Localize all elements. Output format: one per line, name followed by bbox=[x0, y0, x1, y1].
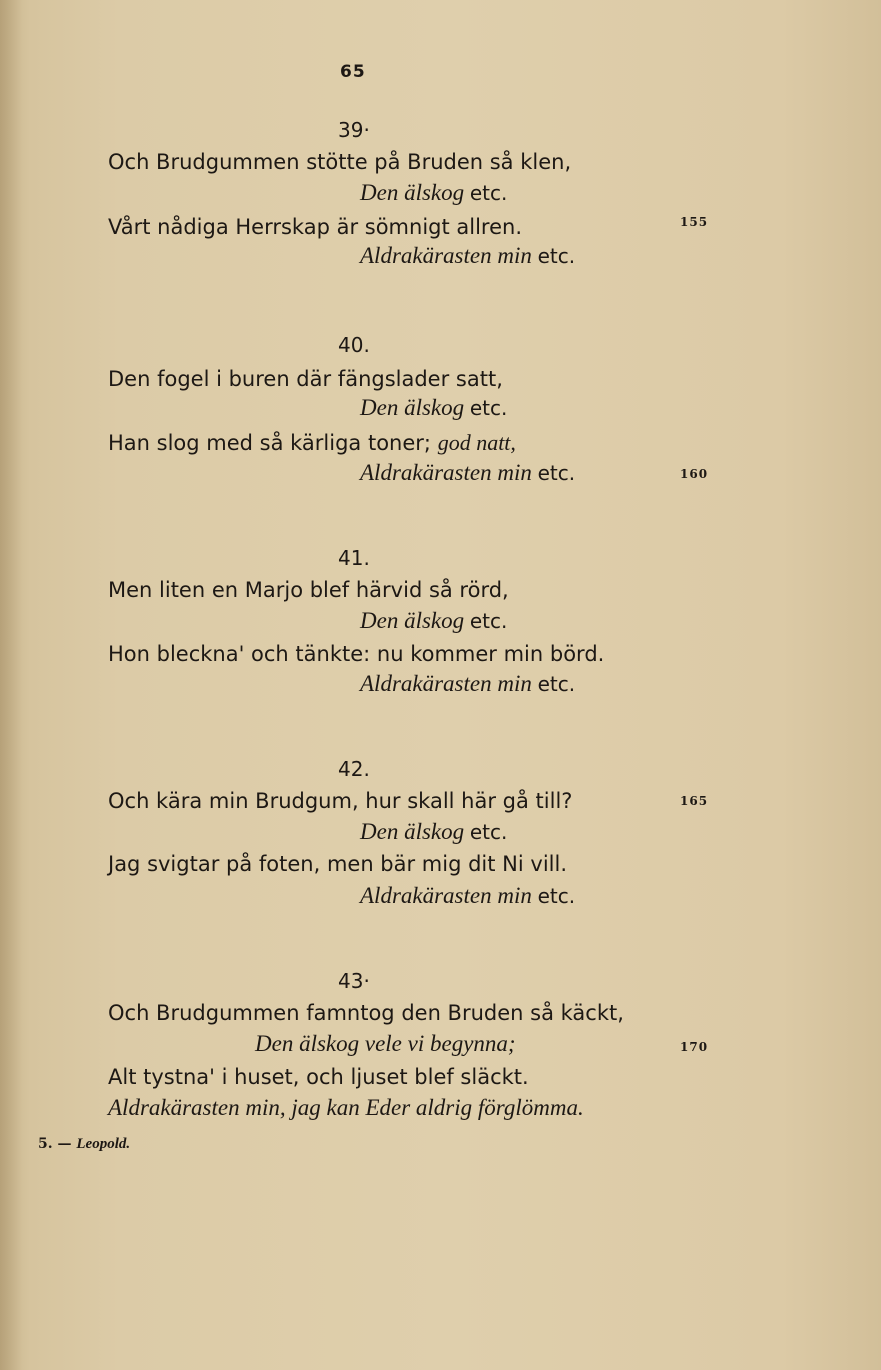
refrain-etc: etc. bbox=[469, 396, 508, 420]
verse-line: Och Brudgummen stötte på Bruden så klen, bbox=[108, 150, 572, 174]
refrain-etc: etc. bbox=[469, 609, 508, 633]
footnote-author: Leopold. bbox=[76, 1136, 131, 1152]
margin-line-number: 155 bbox=[680, 215, 709, 229]
verse-line: Alt tystna' i huset, och ljuset blef släckt. bbox=[108, 1065, 529, 1089]
footnote-prefix: 5. — bbox=[38, 1136, 72, 1152]
refrain-text: Aldrakärasten min bbox=[360, 883, 532, 908]
refrain-etc: etc. bbox=[537, 884, 576, 908]
refrain-line bbox=[360, 671, 575, 697]
refrain-text: Den älskog bbox=[360, 180, 465, 205]
stanza-number: 40. bbox=[338, 333, 370, 357]
verse-line: Vårt nådiga Herrskap är sömnigt allren. bbox=[108, 215, 523, 239]
refrain-text: Aldrakärasten min bbox=[360, 460, 532, 485]
refrain-text: Aldrakärasten min bbox=[360, 243, 532, 268]
page-number: 65 bbox=[340, 62, 366, 82]
stanza-number: 42. bbox=[338, 757, 370, 781]
refrain-line bbox=[360, 883, 575, 909]
refrain-line bbox=[360, 243, 575, 269]
margin-line-number: 160 bbox=[680, 467, 709, 481]
refrain-etc: etc. bbox=[469, 820, 508, 844]
verse-line: Hon bleckna' och tänkte: nu kommer min börd. bbox=[108, 642, 605, 666]
verse-text: Han slog med så kärliga toner; bbox=[108, 431, 431, 455]
verse-line: Men liten en Marjo blef härvid så rörd, bbox=[108, 578, 509, 602]
verse-line: Jag svigtar på foten, men bär mig dit Ni vill. bbox=[108, 852, 568, 876]
margin-line-number: 170 bbox=[680, 1040, 709, 1054]
stanza-number: 43· bbox=[338, 969, 370, 993]
verse-line bbox=[108, 430, 516, 456]
refrain-etc: etc. bbox=[469, 181, 508, 205]
refrain-text: Den älskog bbox=[360, 608, 465, 633]
refrain-text: Den älskog vele vi begynna; bbox=[255, 1031, 516, 1056]
refrain-line bbox=[360, 395, 507, 421]
refrain-line bbox=[360, 180, 507, 206]
refrain-etc: etc. bbox=[537, 461, 576, 485]
refrain-etc: etc. bbox=[537, 672, 576, 696]
verse-line: Och kära min Brudgum, hur skall här gå till? bbox=[108, 789, 573, 813]
footnote bbox=[38, 1136, 130, 1153]
refrain-line bbox=[360, 460, 575, 486]
refrain-text: Aldrakärasten min, jag kan Eder aldrig förglömma. bbox=[108, 1095, 584, 1120]
refrain-text: Den älskog bbox=[360, 819, 465, 844]
refrain-text: Den älskog bbox=[360, 395, 465, 420]
refrain-line bbox=[108, 1095, 584, 1121]
refrain-line bbox=[360, 608, 507, 634]
verse-italic: god natt, bbox=[437, 430, 516, 455]
verse-line: Och Brudgummen famntog den Bruden så käckt, bbox=[108, 1001, 624, 1025]
margin-line-number: 165 bbox=[680, 794, 709, 808]
stanza-number: 39· bbox=[338, 118, 370, 142]
refrain-text: Aldrakärasten min bbox=[360, 671, 532, 696]
refrain-line bbox=[360, 819, 507, 845]
stanza-number: 41. bbox=[338, 546, 370, 570]
refrain-etc: etc. bbox=[537, 244, 576, 268]
verse-line: Den fogel i buren där fängslader satt, bbox=[108, 367, 503, 391]
refrain-line bbox=[255, 1031, 516, 1057]
